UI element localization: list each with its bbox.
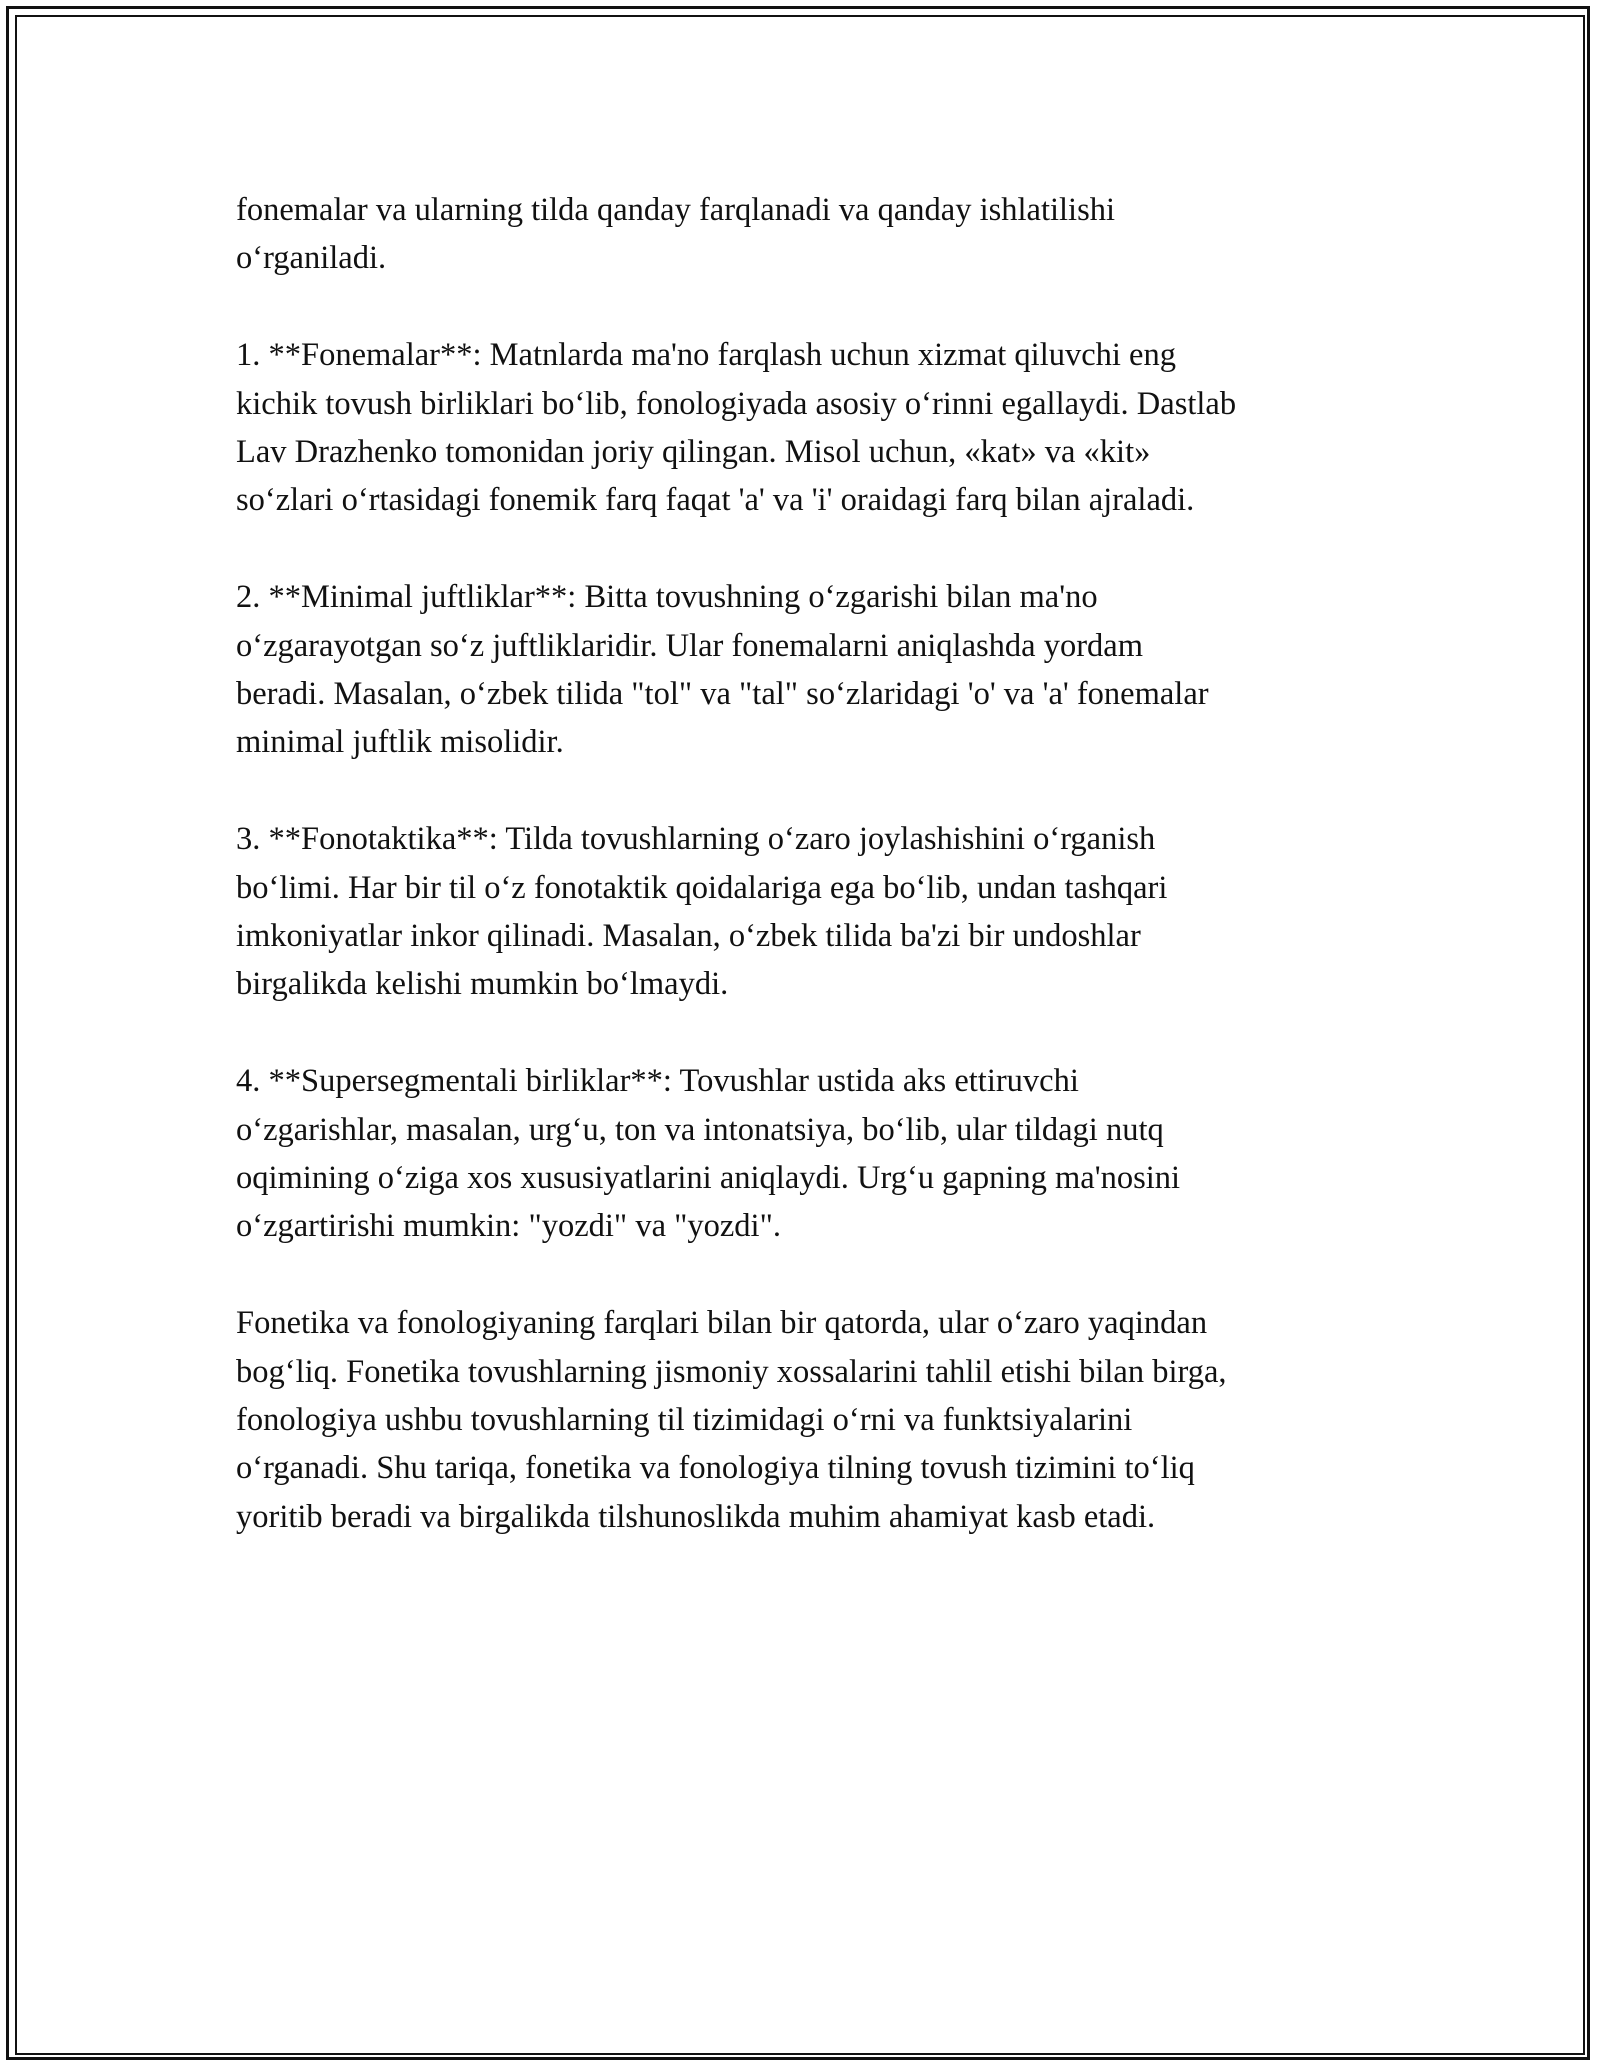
text-line: 3. **Fonotaktika**: Tilda tovushlarning o‘zaro joylashishini o‘rganish <box>236 821 1156 858</box>
text-line: fonemalar va ularning tilda qanday farqlanadi va qanday ishlatilishi <box>236 192 1116 228</box>
text-line: o‘zgartirishi mumkin: "yozdi" va "yozdi". <box>236 1208 781 1245</box>
paragraph-supersegmentali <box>236 1057 1386 1251</box>
text-line: 1. **Fonemalar**: Matnlarda ma'no farqlash uchun xizmat qiluvchi eng <box>236 337 1176 374</box>
text-line: o‘rganadi. Shu tariqa, fonetika va fonologiya tilning tovush tizimini to‘liq <box>236 1450 1195 1487</box>
text-line: bog‘liq. Fonetika tovushlarning jismoniy xossalarini tahlil etishi bilan birga, <box>236 1353 1227 1390</box>
text-line: minimal juftlik misolidir. <box>236 724 564 761</box>
text-line: beradi. Masalan, o‘zbek tilida "tol" va "tal" so‘zlaridagi 'o' va 'a' fonemalar <box>236 676 1209 713</box>
text-line: Fonetika va fonologiyaning farqlari bilan bir qatorda, ular o‘zaro yaqindan <box>236 1305 1208 1342</box>
text-line: birgalikda kelishi mumkin bo‘lmaydi. <box>236 966 729 1003</box>
paragraph-minimal-juftliklar <box>236 573 1386 767</box>
paragraph-conclusion <box>236 1299 1386 1541</box>
text-line: oqimining o‘ziga xos xususiyatlarini aniqlaydi. Urg‘u gapning ma'nosini <box>236 1160 1181 1197</box>
text-line: bo‘limi. Har bir til o‘z fonotaktik qoidalariga ega bo‘lib, undan tashqari <box>236 869 1168 906</box>
text-line: kichik tovush birliklari bo‘lib, fonologiyada asosiy o‘rinni egallaydi. Dastlab <box>236 385 1237 422</box>
text-line: yoritib beradi va birgalikda tilshunoslikda muhim ahamiyat kasb etadi. <box>236 1498 1156 1535</box>
text-line: fonologiya ushbu tovushlarning til tizimidagi o‘rni va funktsiyalarini <box>236 1402 1133 1439</box>
paragraph-fonemalar <box>236 331 1386 525</box>
text-line: o‘zgarishlar, masalan, urg‘u, ton va intonatsiya, bo‘lib, ular tildagi nutq <box>236 1111 1164 1148</box>
document-body <box>236 186 1386 1590</box>
paragraph-fonotaktika <box>236 815 1386 1009</box>
text-line: imkoniyatlar inkor qilinadi. Masalan, o‘zbek tilida ba'zi bir undoshlar <box>236 918 1141 955</box>
text-line: 4. **Supersegmentali birliklar**: Tovushlar ustida aks ettiruvchi <box>236 1063 1079 1100</box>
text-line: o‘rganiladi. <box>236 240 387 277</box>
text-line: so‘zlari o‘rtasidagi fonemik farq faqat 'a' va 'i' oraidagi farq bilan ajraladi. <box>236 482 1195 519</box>
paragraph-intro <box>236 186 1386 283</box>
text-line: o‘zgarayotgan so‘z juftliklaridir. Ular fonemalarni aniqlashda yordam <box>236 627 1143 664</box>
text-line: 2. **Minimal juftliklar**: Bitta tovushning o‘zgarishi bilan ma'no <box>236 579 1098 616</box>
text-line: Lav Drazhenko tomonidan joriy qilingan. Misol uchun, «kat» va «kit» <box>236 434 1151 471</box>
